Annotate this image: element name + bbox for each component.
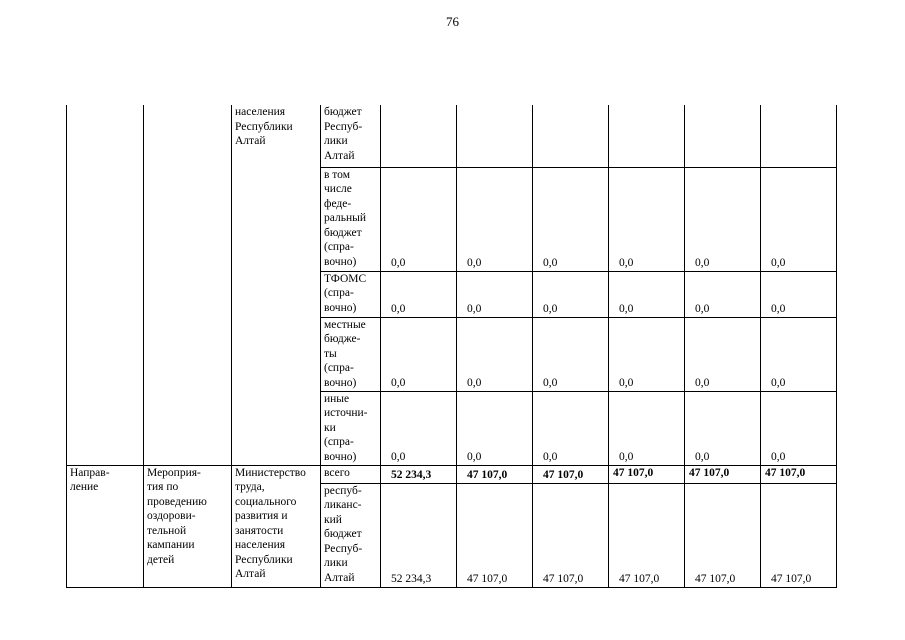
total-value-cell: 47 107,0 xyxy=(685,465,761,483)
value-cell: 0,0 xyxy=(609,317,685,391)
activity-cell xyxy=(144,105,232,465)
executor-cell: населения Республики Алтай xyxy=(232,105,321,465)
source-label: бюджет Респуб- лики Алтай xyxy=(321,105,381,167)
value-cell: 0,0 xyxy=(685,391,761,465)
executor-cell: Министерство труда, социального развития и занятости населения Республики Алтай xyxy=(232,465,321,587)
value-cell: 47 107,0 xyxy=(761,483,837,587)
value-cell: 47 107,0 xyxy=(609,483,685,587)
total-value-cell: 47 107,0 xyxy=(761,465,837,483)
value-cell: 0,0 xyxy=(761,317,837,391)
table-row xyxy=(67,465,837,483)
value-cell: 47 107,0 xyxy=(457,483,533,587)
value-cell: 0,0 xyxy=(609,391,685,465)
value-cell: 0,0 xyxy=(533,167,609,271)
value-cell: 0,0 xyxy=(457,271,533,317)
value-cell xyxy=(609,105,685,167)
total-value-cell: 47 107,0 xyxy=(609,465,685,483)
value-cell: 0,0 xyxy=(381,391,457,465)
total-value-cell: 47 107,0 xyxy=(533,465,609,483)
value-cell: 0,0 xyxy=(761,391,837,465)
value-cell: 0,0 xyxy=(457,391,533,465)
value-cell xyxy=(761,105,837,167)
value-cell xyxy=(533,105,609,167)
total-value-cell: 47 107,0 xyxy=(457,465,533,483)
value-cell xyxy=(457,105,533,167)
value-cell: 47 107,0 xyxy=(533,483,609,587)
value-cell: 0,0 xyxy=(457,317,533,391)
direction-cell: Направ- ление xyxy=(67,465,144,587)
value-cell: 52 234,3 xyxy=(381,483,457,587)
value-cell xyxy=(685,105,761,167)
value-cell xyxy=(381,105,457,167)
value-cell: 0,0 xyxy=(685,317,761,391)
table-row xyxy=(67,105,837,167)
budget-table xyxy=(66,105,837,588)
value-cell: 0,0 xyxy=(381,167,457,271)
value-cell: 0,0 xyxy=(685,271,761,317)
value-cell: 0,0 xyxy=(381,317,457,391)
source-label: ТФОМС (спра- вочно) xyxy=(321,271,381,317)
value-cell: 47 107,0 xyxy=(685,483,761,587)
value-cell: 0,0 xyxy=(457,167,533,271)
value-cell: 0,0 xyxy=(381,271,457,317)
source-label: в том числе феде- ральный бюджет (спра- вочно) xyxy=(321,167,381,271)
value-cell: 0,0 xyxy=(533,271,609,317)
source-label: местные бюдже- ты (спра- вочно) xyxy=(321,317,381,391)
activity-cell: Мероприя- тия по проведению оздорови- тельной кампании детей xyxy=(144,465,232,587)
value-cell: 0,0 xyxy=(761,167,837,271)
source-label: иные источни- ки (спра- вочно) xyxy=(321,391,381,465)
value-cell: 0,0 xyxy=(685,167,761,271)
value-cell: 0,0 xyxy=(609,167,685,271)
page-number: 76 xyxy=(446,14,459,29)
value-cell: 0,0 xyxy=(533,317,609,391)
source-label: респуб- ликанс- кий бюджет Респуб- лики Алтай xyxy=(321,483,381,587)
value-cell: 0,0 xyxy=(761,271,837,317)
total-value-cell: 52 234,3 xyxy=(381,465,457,483)
value-cell: 0,0 xyxy=(533,391,609,465)
value-cell: 0,0 xyxy=(609,271,685,317)
direction-cell xyxy=(67,105,144,465)
source-label: всего xyxy=(321,465,381,483)
